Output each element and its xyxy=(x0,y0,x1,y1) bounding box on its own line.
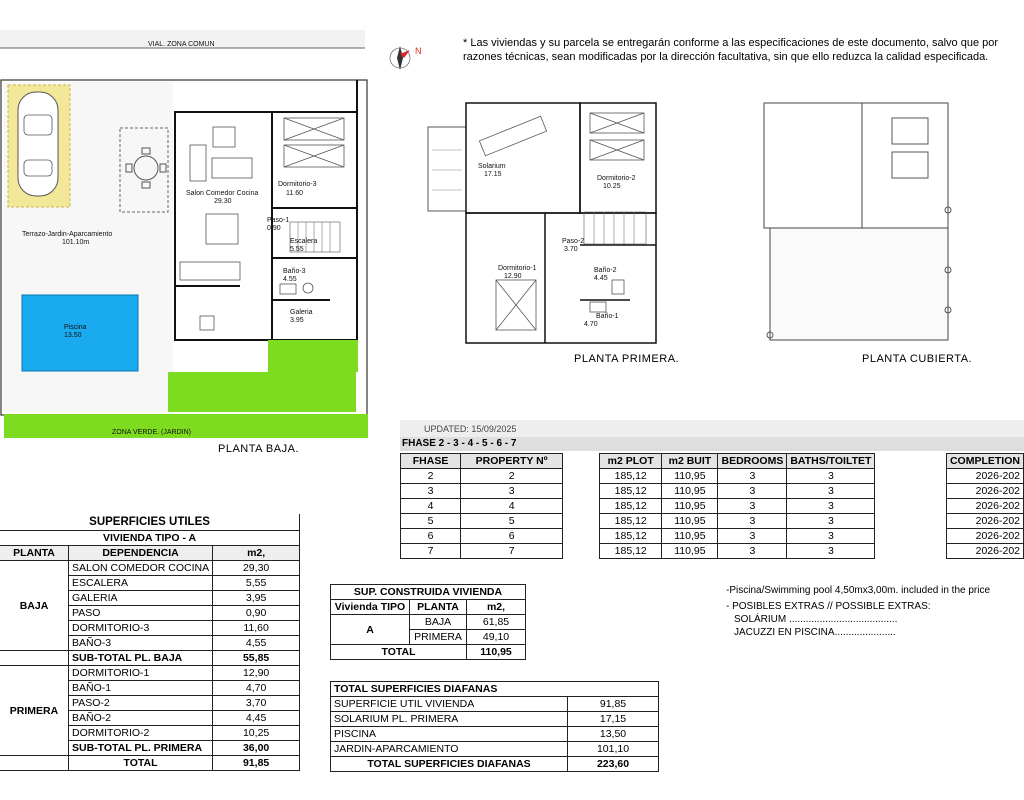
bed-icon xyxy=(496,113,644,330)
table-row: PISCINA 13,50 xyxy=(331,727,659,742)
table-row: ESCALERA 5,55 xyxy=(0,576,300,591)
updated-date: UPDATED: 15/09/2025 xyxy=(424,424,517,434)
label-dorm1: Dormitorio-1 xyxy=(498,265,537,272)
stairs-icon xyxy=(584,212,646,244)
label-dorm2: Dormitorio-2 xyxy=(597,175,636,182)
label-dorm3: Dormitorio-3 xyxy=(278,181,317,188)
area-terrazo: 101.10m xyxy=(62,239,90,246)
area-dorm2: 10.25 xyxy=(603,183,621,190)
area-dorm1: 12.90 xyxy=(504,273,522,280)
table-row: PASO 0,90 xyxy=(0,606,300,621)
extras-title: - POSIBLES EXTRAS // POSSIBLE EXTRAS: xyxy=(726,601,931,612)
label-bano1: Baño-1 xyxy=(596,313,619,320)
ground-floor-plan xyxy=(0,30,422,438)
table-row: PASO-2 3,70 xyxy=(0,696,300,711)
label-salon: Salon Comedor Cocina xyxy=(186,190,259,197)
svg-text:N: N xyxy=(415,46,422,56)
table-row: 6 6 185,12 110,95 3 3 2026-202 xyxy=(401,529,1024,544)
label-paso2: Paso-2 xyxy=(562,238,585,245)
caption-ground: PLANTA BAJA. xyxy=(218,443,299,455)
table-row: PRIMERA DORMITORIO-1 12,90 xyxy=(0,666,300,681)
table-row: DORMITORIO-2 10,25 xyxy=(0,726,300,741)
disclaimer-note: * Las viviendas y su parcela se entregarán conforme a las especificaciones de este documento, salvo que por razones técnicas, sean modificadas por la dirección facultativa, sin que ello reduzca la calidad especificada. xyxy=(463,37,999,63)
north-arrow-icon xyxy=(390,46,422,70)
phase-table-header: FHASE PROPERTY Nº m2 PLOT m2 BUIT BEDROOMS BATHS/TOILTET COMPLETION xyxy=(401,454,1024,469)
table-row: SOLARIUM PL. PRIMERA 17,15 xyxy=(331,712,659,727)
construida-table: SUP. CONSTRUIDA VIVIENDA Vivienda TIPO PLANTA m2, A BAJA 61,85 PRIMERA 49,10 TOTAL 110,95 xyxy=(330,584,526,660)
first-floor-plan xyxy=(428,103,679,365)
subtotal-primera: SUB-TOTAL PL. PRIMERA 36,00 xyxy=(0,741,300,756)
area-escalera: 5.55 xyxy=(290,246,304,253)
area-paso1: 0.90 xyxy=(267,225,281,232)
bed-icon xyxy=(284,118,344,167)
total-row: TOTAL 110,95 xyxy=(331,645,526,660)
label-bano3: Baño-3 xyxy=(283,268,306,275)
label-solarium: Solarium xyxy=(478,163,506,170)
table-row: BAÑO-1 4,70 xyxy=(0,681,300,696)
table-row: 2 2 185,12 110,95 3 3 2026-202 xyxy=(401,469,1024,484)
extra-solarium: SOLÁRIUM ....................................... xyxy=(734,614,898,625)
diafanas-table: TOTAL SUPERFICIES DIAFANAS SUPERFICIE UTIL VIVIENDA 91,85 SOLARIUM PL. PRIMERA 17,15 PISCINA 13,50 JARDIN-APARCAMIENTO 101,10 TOTAL SUPERFICIES DIAFANAS 223,60 xyxy=(330,681,659,772)
label-bano2: Baño-2 xyxy=(594,267,617,274)
table-row: 7 7 185,12 110,95 3 3 2026-202 xyxy=(401,544,1024,559)
total-row: TOTAL 91,85 xyxy=(0,756,300,771)
table-row: A BAJA 61,85 xyxy=(331,615,526,630)
area-dorm3: 11.60 xyxy=(286,190,303,197)
table-row: 5 5 185,12 110,95 3 3 2026-202 xyxy=(401,514,1024,529)
area-piscina: 13.50 xyxy=(64,332,82,339)
subtotal-baja: SUB-TOTAL PL. BAJA 55,85 xyxy=(0,651,300,666)
table-row: DORMITORIO-3 11,60 xyxy=(0,621,300,636)
table-row: 4 4 185,12 110,95 3 3 2026-202 xyxy=(401,499,1024,514)
label-terrazo: Terrazo-Jardin-Aparcamiento xyxy=(22,231,113,238)
area-salon: 29.30 xyxy=(214,198,232,205)
table-row: JARDIN-APARCAMIENTO 101,10 xyxy=(331,742,659,757)
label-piscina: Piscina xyxy=(64,324,87,331)
area-paso2: 3.70 xyxy=(564,246,578,253)
label-escalera: Escalera xyxy=(290,238,318,245)
area-bano2: 4.45 xyxy=(594,275,608,282)
table-row: BAÑO-2 4,45 xyxy=(0,711,300,726)
area-solarium: 17.15 xyxy=(484,171,502,178)
total-row: TOTAL SUPERFICIES DIAFANAS 223,60 xyxy=(331,757,659,772)
table-row: SUPERFICIE UTIL VIVIENDA 91,85 xyxy=(331,697,659,712)
garden-strip-label: ZONA VERDE. (JARDIN) xyxy=(112,429,191,436)
caption-roof: PLANTA CUBIERTA. xyxy=(862,353,973,365)
garden-right xyxy=(168,372,356,412)
label-galeria: Galeria xyxy=(290,309,313,316)
road-label: VIAL. ZONA COMUN xyxy=(148,41,215,48)
label-paso1: Paso-1 xyxy=(267,217,290,224)
sofa-icon xyxy=(180,127,252,330)
extras-notes xyxy=(726,584,990,639)
area-galeria: 3.95 xyxy=(290,317,304,324)
phase-title: FHASE 2 - 3 - 4 - 5 - 6 - 7 xyxy=(402,438,517,449)
superficies-utiles-table: SUPERFICIES UTILES VIVIENDA TIPO - A PLANTA DEPENDENCIA m2, BAJA SALON COMEDOR COCINA 29,30 ESCALERA 5,55 GALERIA 3,95 PASO 0,90 DORMITORIO-3 11,60 BAÑO-3 4,55 SUB-TOTAL PL. BAJA 55,85 PRIMERA DORMITORIO-1 12,90 BAÑO-1 4,70 PASO-2 3,70 BAÑO-2 4,45 DORMITORIO-2 10,25 SUB-TOTAL PL. PRIMERA 36,00 TOTAL 91,85 xyxy=(0,514,300,771)
pool-note: -Piscina/Swimming pool 4,50mx3,00m. included in the price xyxy=(726,585,991,596)
phase-table xyxy=(400,453,1024,559)
extra-jacuzzi: JACUZZI EN PISCINA...................... xyxy=(734,627,896,638)
caption-first: PLANTA PRIMERA. xyxy=(574,353,680,365)
area-bano3: 4.55 xyxy=(283,276,297,283)
table-row: GALERIA 3,95 xyxy=(0,591,300,606)
table-row: BAJA SALON COMEDOR COCINA 29,30 xyxy=(0,561,300,576)
car-icon xyxy=(18,92,58,196)
area-bano1: 4.70 xyxy=(584,321,598,328)
lounger-icon xyxy=(479,116,546,156)
table-row: BAÑO-3 4,55 xyxy=(0,636,300,651)
roof-plan xyxy=(764,103,972,365)
table-row: PRIMERA 49,10 xyxy=(331,630,526,645)
table-row: 3 3 185,12 110,95 3 3 2026-202 xyxy=(401,484,1024,499)
